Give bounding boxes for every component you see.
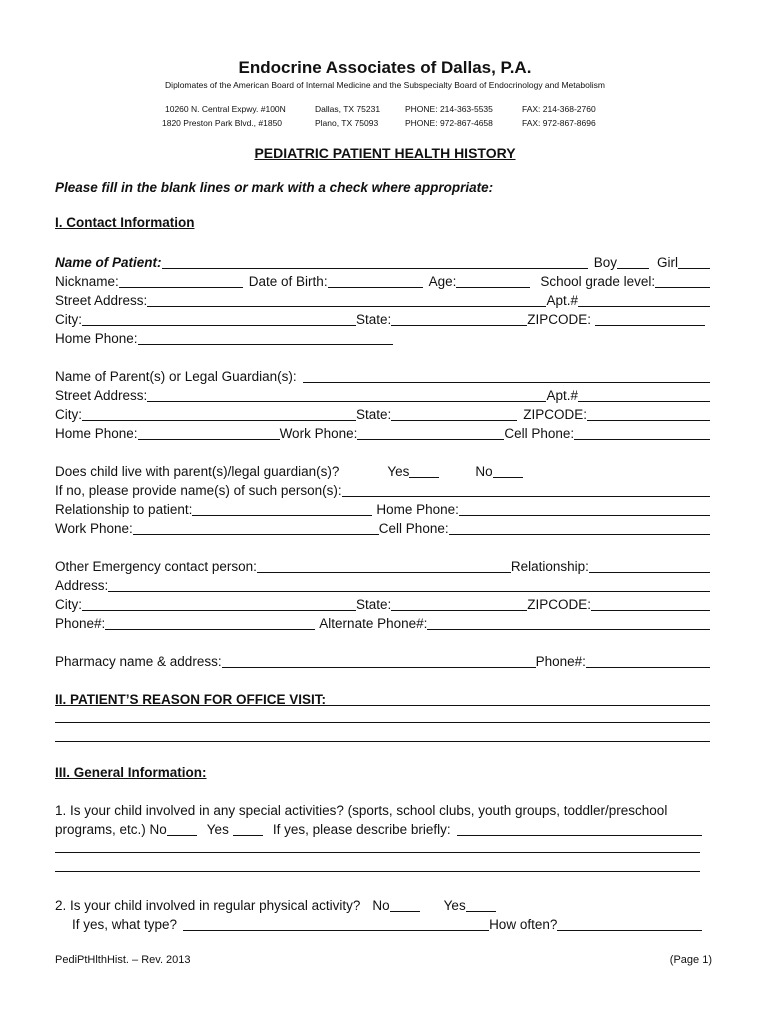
lives-with-label: Does child live with parent(s)/legal guardian(s)? <box>55 464 340 479</box>
apt-field[interactable] <box>578 293 710 307</box>
guardian-row <box>55 366 710 385</box>
emergency-address-row <box>55 575 710 594</box>
reason-field-2[interactable] <box>55 708 710 723</box>
home-phone-field[interactable] <box>138 331 393 345</box>
guardian-home-phone-label: Home Phone: <box>55 426 138 441</box>
patient-name-field[interactable] <box>162 255 588 269</box>
relationship-to-patient-field[interactable] <box>192 502 372 516</box>
if-no-row <box>55 480 710 499</box>
guardian-label: Name of Parent(s) or Legal Guardian(s): <box>55 369 297 384</box>
guardian-city-row <box>55 404 710 423</box>
q2-yes-label: Yes <box>443 898 466 913</box>
patient-name-row <box>55 252 710 271</box>
emergency-label: Other Emergency contact person: <box>55 559 257 574</box>
office1-street: 10260 N. Central Expwy. #100N <box>165 104 286 114</box>
office1-city: Dallas, TX 75231 <box>315 104 381 114</box>
guardian-work-phone-field[interactable] <box>357 426 504 440</box>
rel-work-phone-field[interactable] <box>133 521 379 535</box>
emergency-phone-field[interactable] <box>105 616 315 630</box>
q2-often-field[interactable] <box>557 917 702 931</box>
guardian-state-label: State: <box>356 407 392 422</box>
q2-text: 2. Is your child involved in regular physical activity? <box>55 898 361 913</box>
q2-row <box>55 895 710 914</box>
street-row <box>55 290 710 309</box>
emergency-phone-label: Phone#: <box>55 616 106 631</box>
emergency-address-label: Address: <box>55 578 109 593</box>
q1-text: 1. Is your child involved in any special activities? (sports, school clubs, youth groups, toddler/preschool <box>55 803 668 818</box>
emergency-city-field[interactable] <box>82 597 356 611</box>
guardian-field[interactable] <box>303 369 710 383</box>
girl-label: Girl <box>657 255 678 270</box>
age-field[interactable] <box>456 274 530 288</box>
grade-label: School grade level: <box>540 274 656 289</box>
q2-type-field[interactable] <box>183 917 489 931</box>
apt-label: Apt.# <box>546 293 578 308</box>
rel-work-row <box>55 518 710 537</box>
emergency-city-label: City: <box>55 597 82 612</box>
lives-with-no-label: No <box>475 464 493 479</box>
q2-yes-field[interactable] <box>466 898 496 912</box>
q1-line1-row <box>55 800 710 819</box>
if-no-label: If no, please provide name(s) of such person(s): <box>55 483 342 498</box>
nickname-field[interactable] <box>119 274 243 288</box>
emergency-state-field[interactable] <box>391 597 527 611</box>
city-field[interactable] <box>82 312 356 326</box>
state-label: State: <box>356 312 392 327</box>
pharmacy-label: Pharmacy name & address: <box>55 654 222 669</box>
guardian-zip-label: ZIPCODE: <box>523 407 588 422</box>
guardian-phones-row <box>55 423 710 442</box>
pharmacy-phone-field[interactable] <box>586 654 710 668</box>
home-phone-label: Home Phone: <box>55 331 138 346</box>
reason-field-3[interactable] <box>55 727 710 742</box>
emergency-relationship-field[interactable] <box>589 559 710 573</box>
q1-no-field[interactable] <box>167 822 197 836</box>
q1-ifyes-label: If yes, please describe briefly: <box>272 822 451 837</box>
q1-yes-field[interactable] <box>233 822 263 836</box>
city-row <box>55 309 710 328</box>
rel-work-phone-label: Work Phone: <box>55 521 133 536</box>
nickname-label: Nickname: <box>55 274 119 289</box>
zip-label: ZIPCODE: <box>527 312 592 327</box>
pharmacy-row <box>55 651 710 670</box>
emergency-city-row <box>55 594 710 613</box>
grade-field[interactable] <box>655 274 710 288</box>
emergency-relationship-label: Relationship: <box>510 559 589 574</box>
rel-home-phone-field[interactable] <box>459 502 710 516</box>
guardian-state-field[interactable] <box>391 407 517 421</box>
lives-with-row <box>55 461 710 480</box>
guardian-cell-phone-label: Cell Phone: <box>504 426 575 441</box>
guardian-street-row <box>55 385 710 404</box>
office2-street: 1820 Preston Park Blvd., #1850 <box>162 118 283 128</box>
instructions: Please fill in the blank lines or mark with a check where appropriate: <box>55 180 494 195</box>
guardian-home-phone-field[interactable] <box>138 426 280 440</box>
q2-no-field[interactable] <box>390 898 420 912</box>
footer-page-number: (Page 1) <box>669 954 712 966</box>
lives-with-yes-field[interactable] <box>409 464 439 478</box>
org-subtitle: Diplomates of the American Board of Internal Medicine and the Subspecialty Board of Endocrinology and Metabolism <box>165 80 605 90</box>
pharmacy-phone-label: Phone#: <box>535 654 586 669</box>
state-field[interactable] <box>391 312 527 326</box>
guardian-work-phone-label: Work Phone: <box>279 426 358 441</box>
guardian-apt-label: Apt.# <box>546 388 578 403</box>
emergency-field[interactable] <box>257 559 511 573</box>
relationship-to-patient-label: Relationship to patient: <box>55 502 193 517</box>
section-contact-heading: I. Contact Information <box>55 215 195 230</box>
q1-describe-field-2[interactable] <box>55 838 700 853</box>
dob-field[interactable] <box>328 274 423 288</box>
alt-phone-field[interactable] <box>427 616 710 630</box>
emergency-phone-row <box>55 613 710 632</box>
office1-fax: FAX: 214-368-2760 <box>522 104 596 114</box>
dob-label: Date of Birth: <box>248 274 328 289</box>
guardian-street-label: Street Address: <box>55 388 148 403</box>
reason-row <box>55 689 710 708</box>
lives-with-no-field[interactable] <box>493 464 523 478</box>
guardian-city-field[interactable] <box>82 407 356 421</box>
office2-fax: FAX: 972-867-8696 <box>522 118 596 128</box>
rel-cell-phone-label: Cell Phone: <box>378 521 449 536</box>
section-reason-heading: II. PATIENT’S REASON FOR OFFICE VISIT: <box>55 692 327 707</box>
q2-often-label: How often? <box>489 917 558 932</box>
footer-revision: PediPtHlthHist. – Rev. 2013 <box>55 954 191 966</box>
org-name: Endocrine Associates of Dallas, P.A. <box>238 58 532 77</box>
q1-describe-field[interactable] <box>457 822 702 836</box>
q1-line2-row <box>55 819 702 838</box>
q2-type-row <box>72 914 702 933</box>
rel-home-phone-label: Home Phone: <box>376 502 459 517</box>
lives-with-yes-label: Yes <box>387 464 410 479</box>
q1-yes-label: Yes <box>206 822 229 837</box>
alt-phone-label: Alternate Phone#: <box>319 616 428 631</box>
emergency-zip-field[interactable] <box>591 597 710 611</box>
zip-field[interactable] <box>595 312 705 326</box>
age-label: Age: <box>428 274 457 289</box>
city-label: City: <box>55 312 82 327</box>
q1-no-label: programs, etc.) No <box>55 822 167 837</box>
section-general-heading: III. General Information: <box>55 765 207 780</box>
emergency-row <box>55 556 710 575</box>
emergency-state-label: State: <box>356 597 392 612</box>
guardian-cell-phone-field[interactable] <box>574 426 710 440</box>
q1-describe-field-3[interactable] <box>55 857 700 872</box>
nickname-row <box>55 271 710 290</box>
reason-field-1[interactable] <box>326 692 710 706</box>
boy-label: Boy <box>593 255 617 270</box>
rel-cell-phone-field[interactable] <box>449 521 710 535</box>
guardian-zip-field[interactable] <box>587 407 710 421</box>
street-label: Street Address: <box>55 293 148 308</box>
girl-field[interactable] <box>678 255 710 269</box>
guardian-apt-field[interactable] <box>578 388 710 402</box>
if-no-field[interactable] <box>342 483 710 497</box>
pharmacy-field[interactable] <box>222 654 536 668</box>
relationship-row <box>55 499 710 518</box>
office1-phone: PHONE: 214-363-5535 <box>405 104 493 114</box>
office2-city: Plano, TX 75093 <box>315 118 379 128</box>
home-phone-row <box>55 328 710 347</box>
form-title: PEDIATRIC PATIENT HEALTH HISTORY <box>254 145 516 161</box>
guardian-city-label: City: <box>55 407 82 422</box>
q2-no-label: No <box>372 898 390 913</box>
patient-name-label: Name of Patient: <box>55 255 162 270</box>
emergency-address-field[interactable] <box>108 578 710 592</box>
q2-type-label: If yes, what type? <box>72 917 178 932</box>
office2-phone: PHONE: 972-867-4658 <box>405 118 493 128</box>
street-field[interactable] <box>147 293 546 307</box>
boy-field[interactable] <box>617 255 649 269</box>
emergency-zip-label: ZIPCODE: <box>527 597 592 612</box>
guardian-street-field[interactable] <box>147 388 546 402</box>
